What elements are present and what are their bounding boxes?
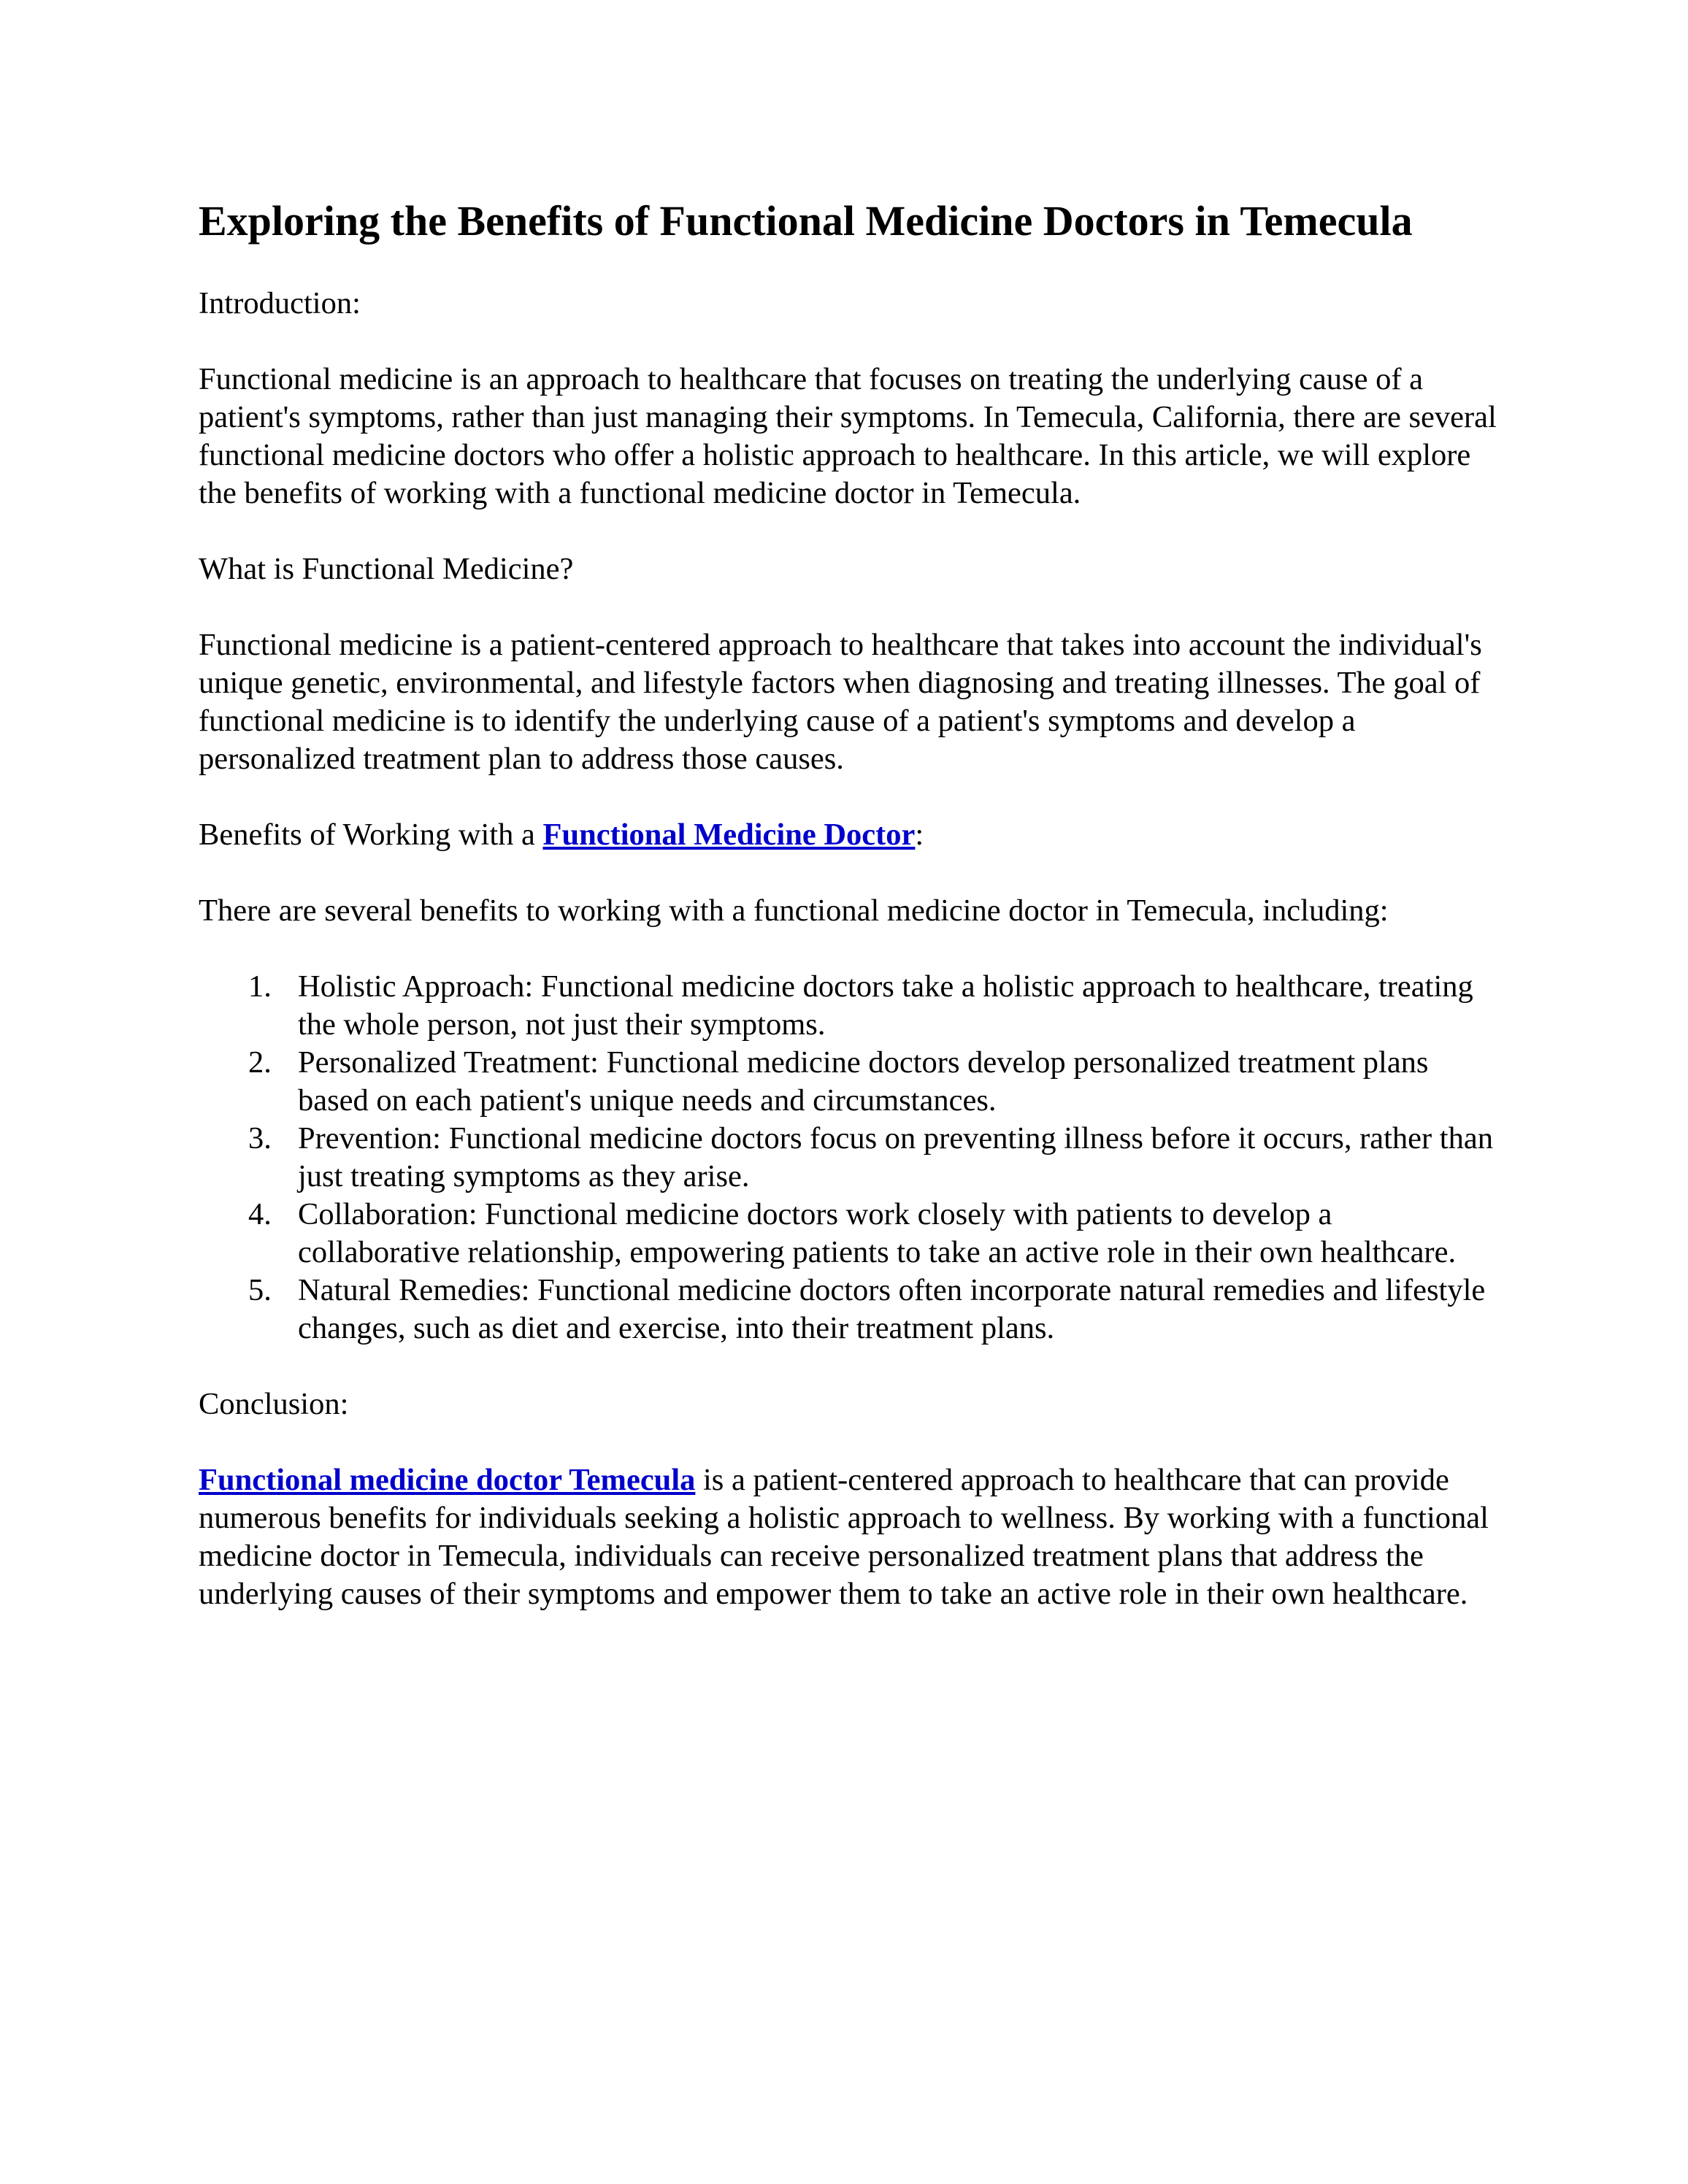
what-heading: What is Functional Medicine? bbox=[199, 551, 574, 586]
functional-medicine-doctor-link[interactable]: Functional Medicine Doctor bbox=[542, 817, 916, 852]
list-item-text: Natural Remedies: Functional medicine doctors often incorporate natural remedies and lifestyle changes, such as diet and exercise, into their treatment plans. bbox=[298, 1272, 1486, 1345]
benefits-heading-prefix: Benefits of Working with a bbox=[199, 817, 543, 852]
conclusion-text: is a patient-centered approach to healthcare that can provide numerous benefits for individuals seeking a holistic approach to wellness. By working with a functional medicine doctor in Temecula, individuals can receive personalized treatment plans that address the underlying causes of their symptoms and empower them to take an active role in their own healthcare. bbox=[199, 1462, 1489, 1611]
list-item-text: Holistic Approach: Functional medicine doctors take a holistic approach to healthcare, treating the whole person, not just their symptoms. bbox=[298, 969, 1473, 1042]
page-title: Exploring the Benefits of Functional Medicine Doctors in Temecula bbox=[199, 197, 1413, 245]
benefits-intro: There are several benefits to working with a functional medicine doctor in Temecula, including: bbox=[199, 893, 1389, 928]
benefits-heading-suffix: : bbox=[915, 817, 924, 852]
list-item-number: 3. bbox=[248, 1120, 272, 1156]
conclusion-paragraph bbox=[199, 1461, 1498, 1613]
list-item-number: 1. bbox=[248, 969, 272, 1004]
list-item-number: 2. bbox=[248, 1045, 272, 1080]
list-item-number: 4. bbox=[248, 1196, 272, 1231]
list-item bbox=[199, 1272, 1498, 1347]
benefits-heading bbox=[199, 816, 1498, 854]
list-item bbox=[199, 1044, 1498, 1120]
functional-medicine-doctor-temecula-link[interactable]: Functional medicine doctor Temecula bbox=[199, 1462, 696, 1497]
conclusion-heading: Conclusion: bbox=[199, 1386, 349, 1421]
list-item bbox=[199, 968, 1498, 1044]
list-item-text: Personalized Treatment: Functional medicine doctors develop personalized treatment plans based on each patient's unique needs and circumstances. bbox=[298, 1045, 1429, 1118]
list-item-text: Prevention: Functional medicine doctors focus on preventing illness before it occurs, rather than just treating symptoms as they arise. bbox=[298, 1120, 1493, 1193]
intro-paragraph: Functional medicine is an approach to healthcare that focuses on treating the underlying cause of a patient's symptoms, rather than just managing their symptoms. In Temecula, California, there are several functional medicine doctors who offer a holistic approach to healthcare. In this article, we will explore the benefits of working with a functional medicine doctor in Temecula. bbox=[199, 361, 1497, 510]
intro-heading: Introduction: bbox=[199, 285, 361, 320]
list-item-number: 5. bbox=[248, 1272, 272, 1307]
benefits-list bbox=[199, 968, 1498, 1347]
document-page bbox=[199, 196, 1498, 1651]
list-item bbox=[199, 1196, 1498, 1272]
list-item bbox=[199, 1120, 1498, 1196]
what-paragraph: Functional medicine is a patient-centered approach to healthcare that takes into account the individual's unique genetic, environmental, and lifestyle factors when diagnosing and treating illnesses. The goal of functional medicine is to identify the underlying cause of a patient's symptoms and develop a personalized treatment plan to address those causes. bbox=[199, 627, 1482, 776]
list-item-text: Collaboration: Functional medicine doctors work closely with patients to develop a collaborative relationship, empowering patients to take an active role in their own healthcare. bbox=[298, 1196, 1457, 1269]
